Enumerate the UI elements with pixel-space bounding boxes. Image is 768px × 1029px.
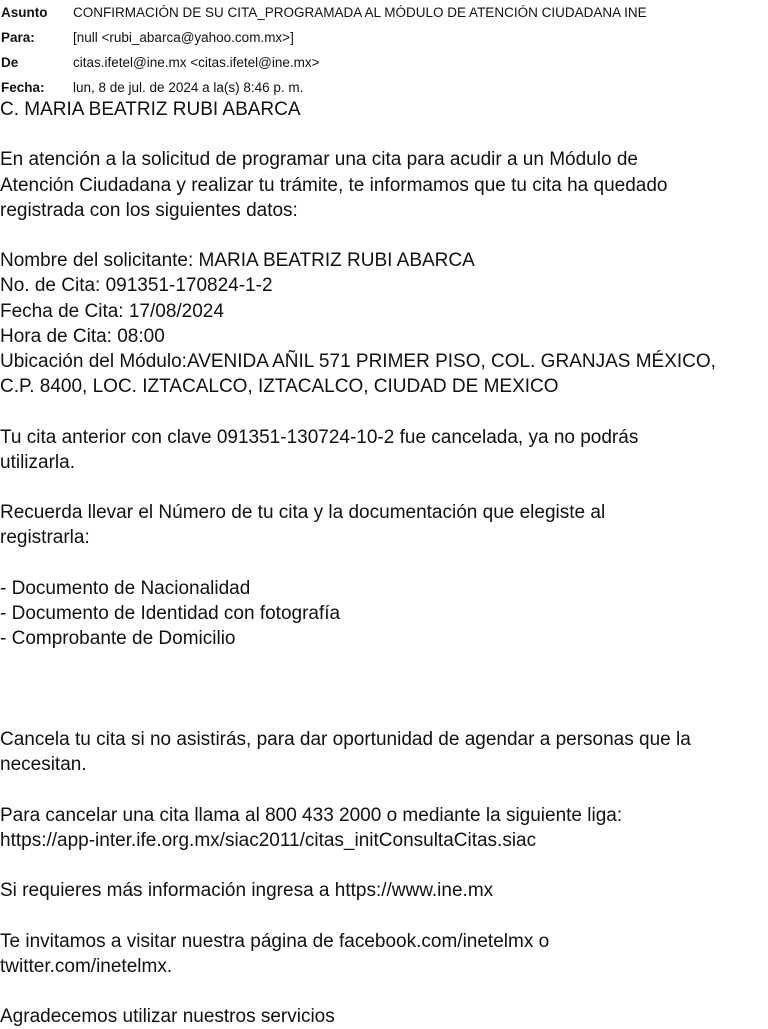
module-location-line-1: Ubicación del Módulo:AVENIDA AÑIL 571 PRIMER PISO, COL. GRANJAS MÉXICO, (0, 351, 716, 372)
spacer (0, 777, 766, 802)
subject-value: CONFIRMACIÓN DE SU CITA_PROGRAMADA AL MÓDULO DE ATENCIÓN CIUDADANA INE (73, 5, 647, 20)
intro-line-1: En atención a la solicitud de programar una cita para acudir a un Módulo de (0, 149, 638, 171)
document-item: - Documento de Nacionalidad (0, 577, 251, 599)
social-invite-line-2[interactable]: twitter.com/inetelmx. (0, 955, 173, 977)
cancel-notice-line-1: Cancela tu cita si no asistirás, para dar oportunidad de agendar a personas que la (0, 728, 691, 750)
spacer (0, 979, 766, 1004)
to-row (0, 25, 768, 50)
email-header (0, 0, 768, 100)
cancel-instructions: Para cancelar una cita llama al 800 433 2000 o mediante la siguiente liga: (0, 804, 623, 826)
social-invite-line-1[interactable]: Te invitamos a visitar nuestra página de facebook.com/inetelmx o (0, 930, 550, 952)
appointment-number: No. de Cita: 091351-170824-1-2 (0, 275, 273, 297)
from-label: De (1, 55, 19, 70)
intro-line-2: Atención Ciudadana y realizar tu trámite, te informamos que tu cita ha quedado (0, 174, 668, 196)
document-item: - Documento de Identidad con fotografía (0, 602, 341, 624)
reminder-line-2: registrarla: (0, 527, 90, 549)
appointment-time: Hora de Cita: 08:00 (0, 325, 165, 347)
previous-appointment-line-2: utilizarla. (0, 451, 75, 473)
to-label: Para: (1, 30, 35, 45)
cancel-link[interactable]: https://app-inter.ife.org.mx/siac2011/citas_initConsultaCitas.siac (0, 829, 537, 851)
date-value: lun, 8 de jul. de 2024 a la(s) 8:46 p. m. (73, 80, 304, 95)
spacer (0, 475, 766, 500)
info-line[interactable]: Si requieres más información ingresa a https://www.ine.mx (0, 880, 494, 902)
reminder-line-1: Recuerda llevar el Número de tu cita y la documentación que elegiste al (0, 502, 606, 524)
applicant-name: Nombre del solicitante: MARIA BEATRIZ RUBI ABARCA (0, 250, 475, 272)
email-body (0, 97, 768, 1029)
spacer (0, 551, 766, 576)
spacer (0, 122, 766, 147)
greeting: C. MARIA BEATRIZ RUBI ABARCA (0, 99, 301, 120)
intro-line-3: registrada con los siguientes datos: (0, 199, 298, 221)
thanks-line: Agradecemos utilizar nuestros servicios (0, 1006, 335, 1028)
from-value[interactable]: citas.ifetel@ine.mx <citas.ifetel@ine.mx> (73, 55, 320, 70)
to-value[interactable]: [null <rubi_abarca@yahoo.com.mx>] (73, 30, 294, 45)
document-item: - Comprobante de Domicilio (0, 628, 236, 650)
spacer (0, 223, 766, 248)
subject-label: Asunto (1, 5, 48, 20)
from-row (0, 50, 768, 75)
module-location-line-2: C.P. 8400, LOC. IZTACALCO, IZTACALCO, CIUDAD DE MEXICO (0, 376, 559, 398)
appointment-date: Fecha de Cita: 17/08/2024 (0, 300, 224, 322)
date-label: Fecha: (1, 80, 45, 95)
spacer (0, 399, 766, 424)
spacer (0, 903, 766, 928)
previous-appointment-line-1: Tu cita anterior con clave 091351-130724-10-2 fue cancelada, ya no podrás (0, 426, 639, 448)
spacer (0, 853, 766, 878)
cancel-notice-line-2: necesitan. (0, 754, 87, 776)
subject-row (0, 0, 768, 25)
spacer (0, 651, 766, 727)
